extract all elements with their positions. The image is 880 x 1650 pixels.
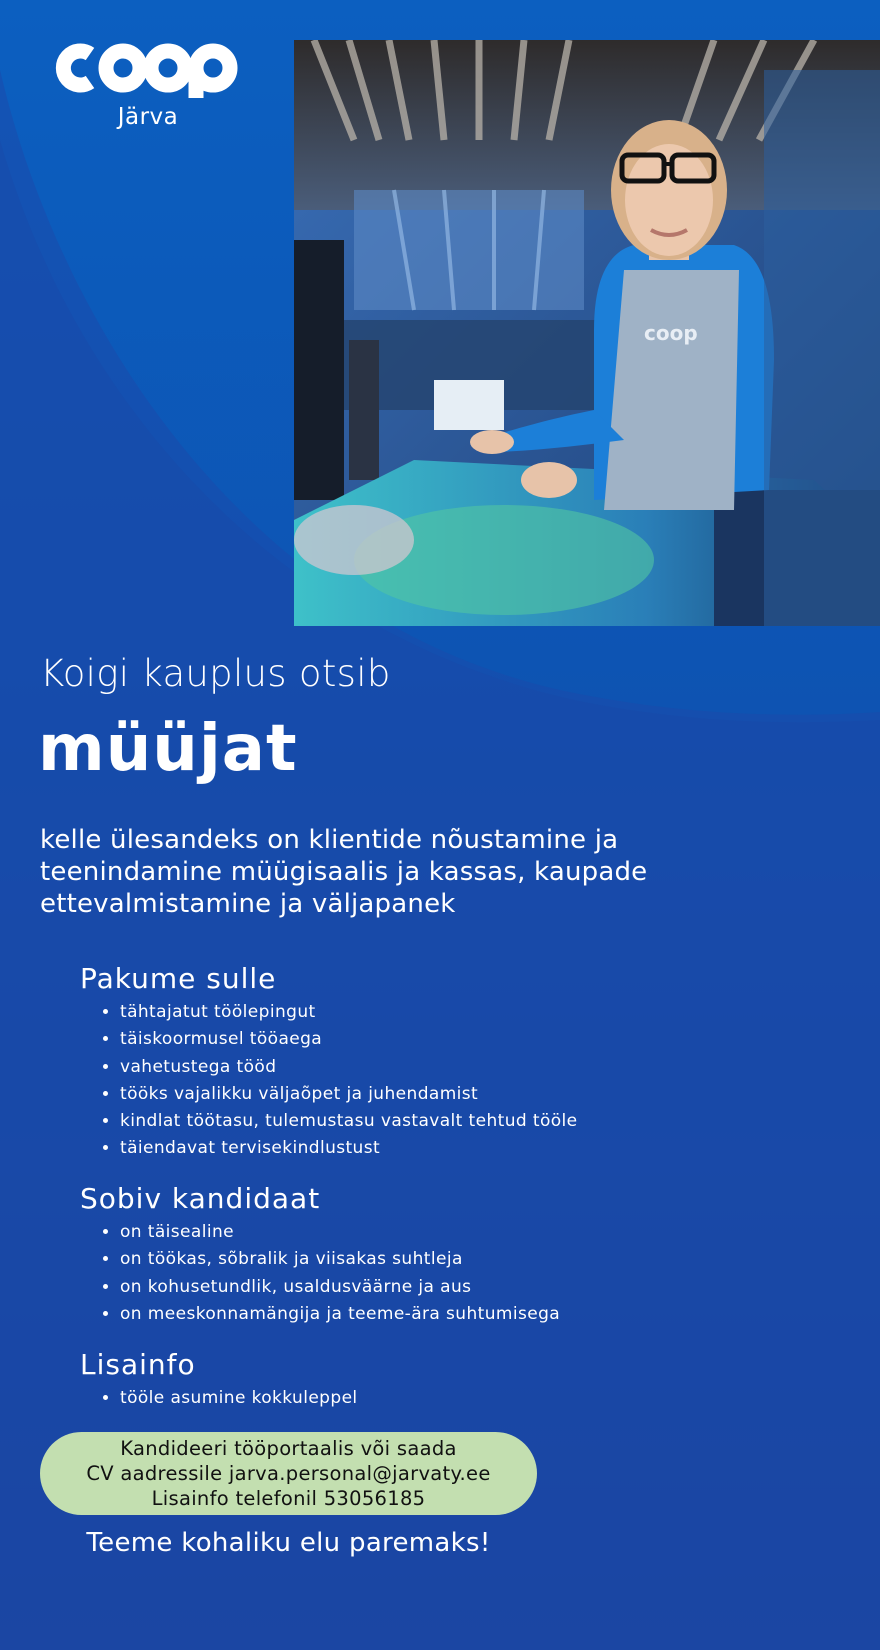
apron-logo: coop (644, 321, 698, 345)
list-item: • kindlat töötasu, tulemustasu vastavalt tehtud tööle (120, 1108, 800, 1135)
list-item: • on kohusetundlik, usaldusväärne ja aus (120, 1274, 800, 1301)
coop-logo (48, 38, 248, 98)
section-title: Sobiv kandidaat (80, 1182, 321, 1215)
phone-line: Lisainfo telefonil 53056185 (151, 1487, 426, 1510)
apply-line: Kandideeri tööportaalis või saada (120, 1437, 457, 1460)
section-lisainfo (80, 1348, 800, 1412)
extra-info-list (80, 1385, 800, 1412)
list-item: • vahetustega tööd (120, 1054, 800, 1081)
benefits-list (80, 999, 800, 1163)
list-item: • on täisealine (120, 1219, 800, 1246)
list-item: • tööle asumine kokkuleppel (120, 1385, 800, 1412)
section-pakume-sulle (80, 962, 800, 1163)
list-item: • on töökas, sõbralik ja viisakas suhtleja (120, 1246, 800, 1273)
apply-info-box (40, 1432, 537, 1515)
section-sobiv-kandidaat (80, 1182, 800, 1328)
email-line: CV aadressile jarva.personal@jarvaty.ee (86, 1462, 491, 1485)
section-title: Pakume sulle (80, 962, 277, 995)
slogan: Teeme kohaliku elu paremaks! (86, 1528, 491, 1558)
cashier-photo (294, 40, 880, 626)
job-title-headline: müüjat (38, 712, 298, 786)
section-title: Lisainfo (80, 1348, 196, 1381)
job-description: kelle ülesandeks on klientide nõustamine ja teenindamine müügisaalis ja kassas, kaupade ettevalmistamine ja väljapanek (40, 825, 648, 919)
intro-text: Koigi kauplus otsib (40, 652, 391, 695)
list-item: • täiskoormusel tööaega (120, 1026, 800, 1053)
requirements-list (80, 1219, 800, 1328)
list-item: • tähtajatut töölepingut (120, 999, 800, 1026)
list-item: • täiendavat tervisekindlustust (120, 1135, 800, 1162)
list-item: • tööks vajalikku väljaõpet ja juhendamist (120, 1081, 800, 1108)
logo-region-label: Järva (117, 104, 179, 130)
list-item: • on meeskonnamängija ja teeme-ära suhtumisega (120, 1301, 800, 1328)
